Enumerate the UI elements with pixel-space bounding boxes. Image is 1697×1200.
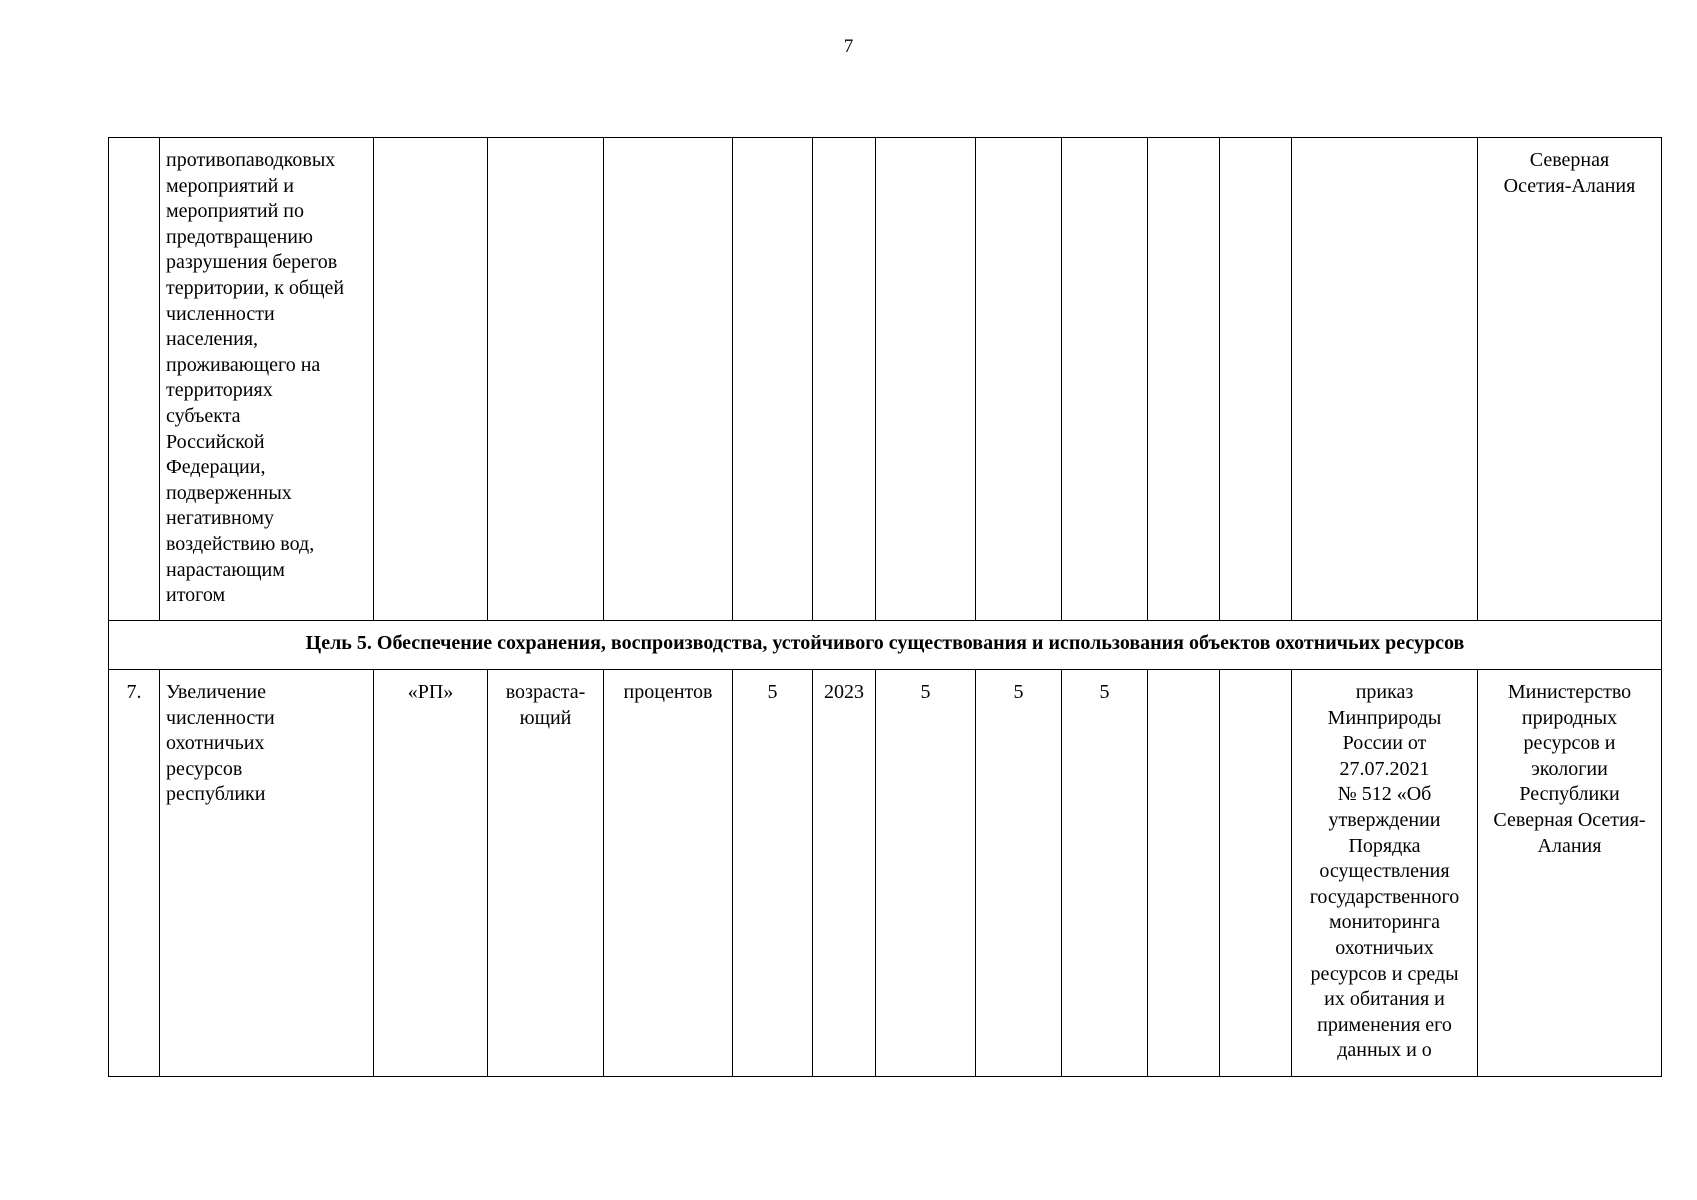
cell-indicator: противопаводковых мероприятий и мероприятий по предотвращению разрушения берегов территории, к общей численности населения, проживающего на территориях субъекта Российской Федерации, подверженных негативному воздействию вод, нарастающим итогом <box>160 138 374 621</box>
cell-base-year: 2023 <box>813 670 876 1077</box>
cell-responsible: Северная Осетия-Алания <box>1478 138 1662 621</box>
indicators-table <box>108 137 1662 1077</box>
cell-document <box>1292 138 1478 621</box>
cell-indicator: Увеличение численности охотничьих ресурсов республики <box>160 670 374 1077</box>
cell-unit <box>604 138 733 621</box>
cell-trend: возраста- ющий <box>488 670 604 1077</box>
cell-value-1: 5 <box>876 670 976 1077</box>
cell-value-2 <box>976 138 1062 621</box>
cell-base-value: 5 <box>733 670 813 1077</box>
cell-value-4 <box>1148 138 1220 621</box>
cell-level <box>374 138 488 621</box>
cell-value-5 <box>1220 670 1292 1077</box>
table-row-goal <box>109 621 1662 670</box>
cell-value-3 <box>1062 138 1148 621</box>
cell-value-4 <box>1148 670 1220 1077</box>
cell-value-1 <box>876 138 976 621</box>
table-row-7 <box>109 670 1662 1077</box>
cell-number <box>109 138 160 621</box>
cell-responsible: Министерство природных ресурсов и экологии Республики Северная Осетия- Алания <box>1478 670 1662 1077</box>
goal-heading: Цель 5. Обеспечение сохранения, воспроизводства, устойчивого существования и использования объектов охотничьих ресурсов <box>109 621 1662 670</box>
cell-number: 7. <box>109 670 160 1077</box>
cell-level: «РП» <box>374 670 488 1077</box>
table-row-continuation <box>109 138 1662 621</box>
cell-value-3: 5 <box>1062 670 1148 1077</box>
cell-base-year <box>813 138 876 621</box>
cell-value-5 <box>1220 138 1292 621</box>
cell-base-value <box>733 138 813 621</box>
cell-unit: процентов <box>604 670 733 1077</box>
cell-document: приказ Минприроды России от 27.07.2021 № 512 «Об утверждении Порядка осуществления государственного мониторинга охотничьих ресурсов и среды их обитания и применения его данных и о <box>1292 670 1478 1077</box>
cell-value-2: 5 <box>976 670 1062 1077</box>
page-number: 7 <box>843 36 854 57</box>
cell-trend <box>488 138 604 621</box>
